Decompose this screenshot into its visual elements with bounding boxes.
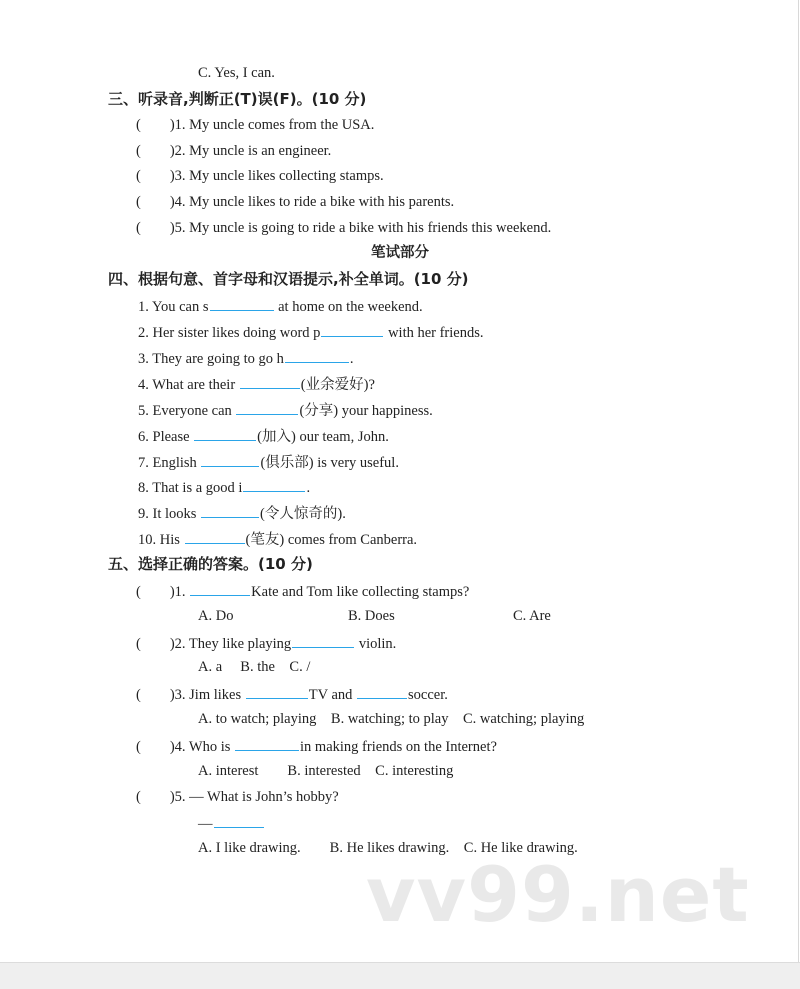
s4-item-1-blank[interactable] xyxy=(210,296,274,311)
s5-q1-option-b: B. Does xyxy=(348,608,395,624)
s4-item-3-pre: 3. They are going to go h xyxy=(138,351,284,367)
s3-item-4: ( )4. My uncle likes to ride a bike with his parents. xyxy=(136,194,455,210)
s5-q3 xyxy=(136,684,448,704)
s4-item-10 xyxy=(138,529,417,549)
s4-item-2-pre: 2. Her sister likes doing word p xyxy=(138,325,321,341)
s5-q4 xyxy=(136,736,497,756)
s4-item-8 xyxy=(138,477,310,497)
s4-item-10-pre: 10. His xyxy=(138,532,184,548)
s4-item-7 xyxy=(138,452,399,472)
s5-q5-blank[interactable] xyxy=(214,813,264,828)
s5-q5-answer-line xyxy=(198,813,265,833)
s4-item-1-post: at home on the weekend. xyxy=(274,299,423,315)
s5-q1-number: ( )1. xyxy=(136,584,190,600)
s5-q1 xyxy=(136,581,469,601)
s4-item-8-post: . xyxy=(306,480,311,496)
s4-item-8-pre: 8. That is a good i xyxy=(138,480,243,496)
s5-q4-pre: ( )4. Who is xyxy=(136,739,235,755)
s4-item-1-pre: 1. You can s xyxy=(138,299,209,315)
s4-item-6-post: (加入) our team, John. xyxy=(257,429,389,445)
s4-item-1 xyxy=(138,296,423,316)
s5-q1-option-c: C. Are xyxy=(513,608,551,624)
s5-q2 xyxy=(136,633,396,653)
s5-q2-pre: ( )2. They like playing xyxy=(136,636,292,652)
s4-item-10-blank[interactable] xyxy=(185,529,245,544)
s4-item-5 xyxy=(138,400,433,420)
s4-item-4-post: (业余爱好)? xyxy=(300,377,375,393)
s5-q1-blank[interactable] xyxy=(190,581,250,596)
s4-item-4-pre: 4. What are their xyxy=(138,377,239,393)
s3-item-5: ( )5. My uncle is going to ride a bike with his friends this weekend. xyxy=(136,220,552,236)
previous-question-option: C. Yes, I can. xyxy=(198,65,275,81)
s4-item-5-post: (分享) your happiness. xyxy=(299,403,433,419)
s4-item-9 xyxy=(138,503,346,523)
s5-q3-blank-2[interactable] xyxy=(357,684,407,699)
s5-q5-dash: — xyxy=(198,816,213,832)
section-3-heading: 三、听录音,判断正(T)误(F)。(10 分) xyxy=(108,90,367,108)
s4-item-9-pre: 9. It looks xyxy=(138,506,201,522)
s4-item-6-blank[interactable] xyxy=(194,426,256,441)
s4-item-2 xyxy=(138,322,484,342)
s3-item-2: ( )2. My uncle is an engineer. xyxy=(136,143,332,159)
s5-q3-pre: ( )3. Jim likes xyxy=(136,687,245,703)
s4-item-7-blank[interactable] xyxy=(201,452,259,467)
s5-q5: ( )5. — What is John’s hobby? xyxy=(136,789,339,805)
page-bottom-margin xyxy=(0,962,800,989)
section-4-heading: 四、根据句意、首字母和汉语提示,补全单词。(10 分) xyxy=(108,270,469,288)
written-part-heading: 笔试部分 xyxy=(371,245,429,261)
s4-item-6 xyxy=(138,426,389,446)
s4-item-10-post: (笔友) comes from Canberra. xyxy=(245,532,418,548)
s4-item-3-post: . xyxy=(349,351,354,367)
s4-item-2-post: with her friends. xyxy=(384,325,484,341)
s4-item-9-blank[interactable] xyxy=(201,503,259,518)
s4-item-5-pre: 5. Everyone can xyxy=(138,403,236,419)
s4-item-7-pre: 7. English xyxy=(138,455,201,471)
s5-q4-blank[interactable] xyxy=(235,736,299,751)
s3-item-1: ( )1. My uncle comes from the USA. xyxy=(136,117,375,133)
s4-item-9-post: (令人惊奇的). xyxy=(260,506,346,522)
s4-item-3 xyxy=(138,348,354,368)
s5-q1-text: Kate and Tom like collecting stamps? xyxy=(251,584,470,600)
watermark: vv99.net xyxy=(366,850,750,939)
s5-q3-mid: TV and xyxy=(308,687,357,703)
s5-q4-post: in making friends on the Internet? xyxy=(300,739,497,755)
s4-item-8-blank[interactable] xyxy=(243,477,305,492)
s5-q3-post: soccer. xyxy=(408,687,448,703)
s5-q2-blank[interactable] xyxy=(292,633,354,648)
s3-item-3: ( )3. My uncle likes collecting stamps. xyxy=(136,168,384,184)
s4-item-6-pre: 6. Please xyxy=(138,429,194,445)
s5-q3-blank-1[interactable] xyxy=(246,684,308,699)
s4-item-4-blank[interactable] xyxy=(240,374,300,389)
section-5-heading: 五、选择正确的答案。(10 分) xyxy=(108,555,313,573)
s5-q2-options: A. a B. the C. / xyxy=(198,659,311,675)
s5-q1-option-a: A. Do xyxy=(198,608,234,624)
s4-item-5-blank[interactable] xyxy=(236,400,298,415)
s5-q2-post: violin. xyxy=(355,636,397,652)
s4-item-3-blank[interactable] xyxy=(285,348,349,363)
s5-q3-options: A. to watch; playing B. watching; to play C. watching; playing xyxy=(198,711,585,727)
s4-item-2-blank[interactable] xyxy=(321,322,383,337)
s4-item-4 xyxy=(138,374,375,394)
s5-q5-options: A. I like drawing. B. He likes drawing. C. He like drawing. xyxy=(198,840,578,856)
s4-item-7-post: (俱乐部) is very useful. xyxy=(260,455,399,471)
s5-q4-options: A. interest B. interested C. interesting xyxy=(198,763,454,779)
